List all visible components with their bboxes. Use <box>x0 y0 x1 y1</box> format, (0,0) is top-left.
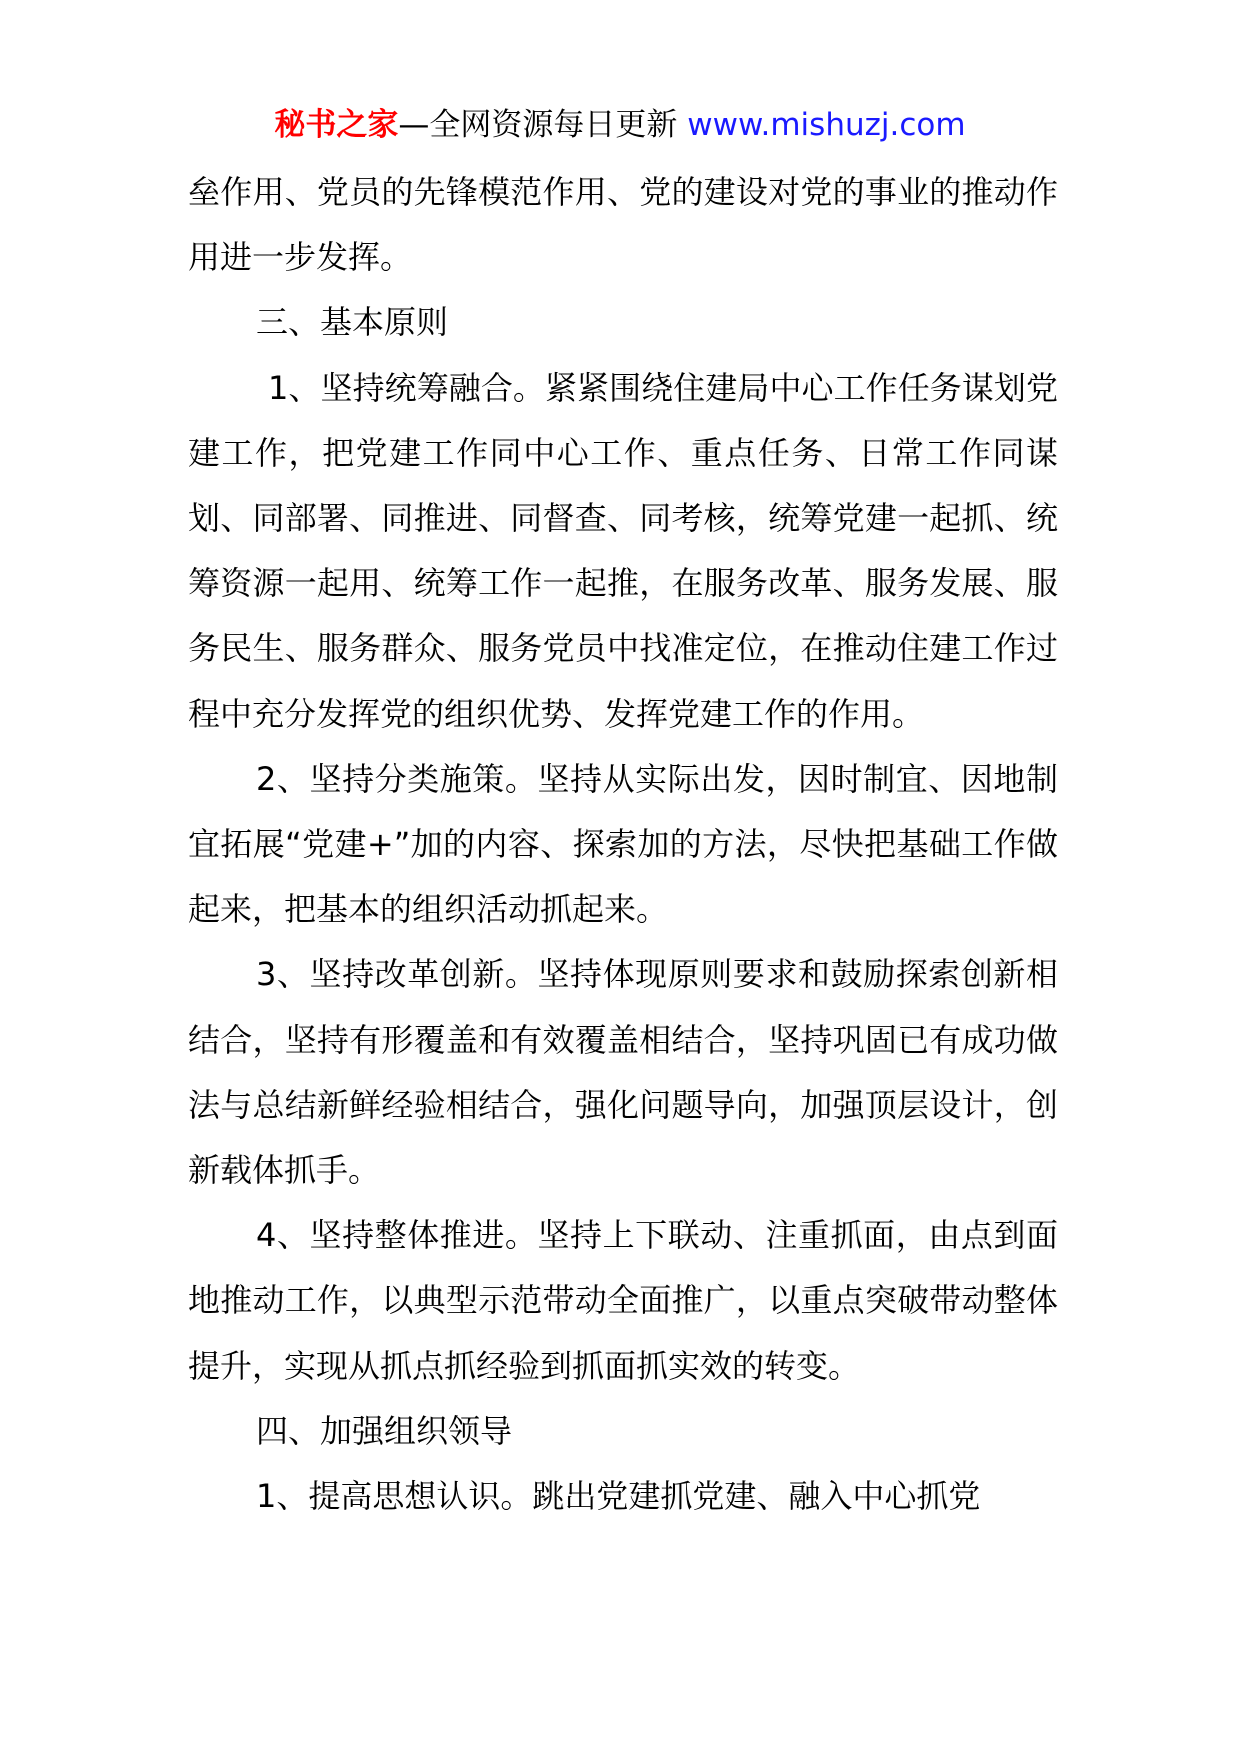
paragraph-principle-1: 1、坚持统筹融合。紧紧围绕住建局中心工作任务谋划党建工作，把党建工作同中心工作、重点任务、日常工作同谋划、同部署、同推进、同督查、同考核，统筹党建一起抓、统筹资源一起用、统筹工作一起推，在服务改革、服务发展、服务民生、服务群众、服务党员中找准定位，在推动住建工作过程中充分发挥党的组织优势、发挥党建工作的作用。 <box>188 368 1058 733</box>
header-slogan: —全网资源每日更新 <box>398 107 678 143</box>
header-url-link[interactable]: www.mishuzj.com <box>687 107 966 143</box>
header-brand: 秘书之家 <box>274 107 399 143</box>
paragraph-principle-4: 4、坚持整体推进。坚持上下联动、注重抓面，由点到面地推动工作，以典型示范带动全面推广，以重点突破带动整体提升，实现从抓点抓经验到抓面抓实效的转变。 <box>188 1216 1058 1385</box>
paragraph-principle-2: 2、坚持分类施策。坚持从实际出发，因时制宜、因地制宜拓展“党建+”加的内容、探索加的方法，尽快把基础工作做起来，把基本的组织活动抓起来。 <box>188 759 1058 929</box>
page-header <box>0 101 1240 149</box>
paragraph-continuation: 垒作用、党员的先锋模范作用、党的建设对党的事业的推动作用进一步发挥。 <box>188 173 1058 277</box>
paragraph-principle-3: 3、坚持改革创新。坚持体现原则要求和鼓励探索创新相结合，坚持有形覆盖和有效覆盖相结合，坚持巩固已有成功做法与总结新鲜经验相结合，强化问题导向，加强顶层设计，创新载体抓手。 <box>188 955 1058 1190</box>
section-heading-leadership: 四、加强组织领导 <box>256 1411 513 1450</box>
document-body <box>188 160 1058 1529</box>
section-heading-principles: 三、基本原则 <box>256 303 449 342</box>
paragraph-leadership-1: 1、提高思想认识。跳出党建抓党建、融入中心抓党 <box>256 1477 981 1516</box>
